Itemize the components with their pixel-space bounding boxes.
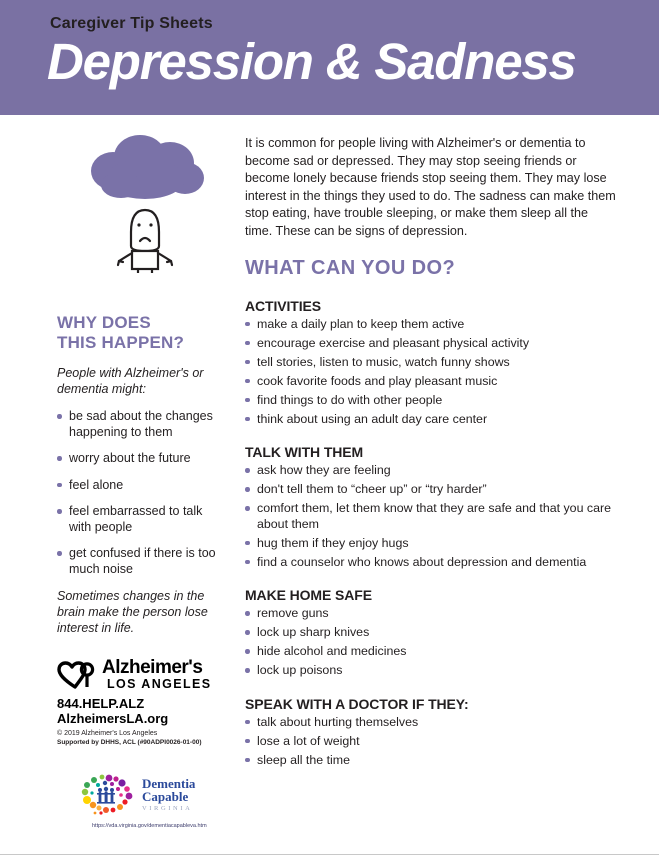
list-item: think about using an adult day care center — [245, 412, 625, 428]
list-item: lock up poisons — [245, 663, 625, 679]
list-item: feel embarrassed to talk with people — [57, 504, 227, 535]
sidebar-closing-text: Sometimes changes in the brain make the person lose interest in life. — [57, 589, 208, 635]
list-item: tell stories, listen to music, watch funny shows — [245, 355, 625, 371]
list-item: be sad about the changes happening to them — [57, 409, 227, 440]
alzheimers-website[interactable]: AlzheimersLA.org — [57, 711, 169, 726]
alzheimers-la-logo-block — [57, 658, 237, 747]
copyright-text: © 2019 Alzheimer's Los Angeles — [57, 730, 158, 737]
content-area — [0, 115, 659, 829]
alzheimers-phone: 844.HELP.ALZ — [57, 696, 145, 711]
list-item: talk about hurting themselves — [245, 715, 625, 731]
list-item: comfort them, let them know that they are safe and that you care about them — [245, 501, 625, 532]
dcv-logo-text — [142, 777, 195, 814]
section-title-activities: ACTIVITIES — [245, 297, 322, 314]
list-item: don't tell them to “cheer up” or “try harder” — [245, 482, 625, 498]
people-figures — [97, 787, 115, 804]
section-title-talk-with-them: TALK WITH THEM — [245, 444, 364, 461]
list-item: remove guns — [245, 606, 625, 622]
list-item: lose a lot of weight — [245, 734, 625, 750]
page-header — [0, 0, 659, 115]
illustration-svg — [45, 133, 245, 273]
sidebar-heading-line1: WHY DOES — [57, 313, 151, 332]
list-item: ask how they are feeling — [245, 463, 625, 479]
list-item: find a counselor who knows about depression and dementia — [245, 555, 625, 571]
alzheimers-logo-subtitle: LOS ANGELES — [107, 677, 212, 691]
sidebar-intro-text: People with Alzheimer's or dementia might: — [57, 366, 204, 396]
dcv-logo-row — [80, 773, 230, 817]
list-item: find things to do with other people — [245, 393, 625, 409]
sidebar-heading-line2: THIS HAPPEN? — [57, 333, 185, 352]
activities-list — [245, 317, 625, 428]
right-column — [245, 115, 659, 829]
sad-person-under-cloud-illustration — [45, 133, 245, 273]
list-item: get confused if there is too much noise — [57, 546, 227, 577]
list-item: make a daily plan to keep them active — [245, 317, 625, 333]
dcv-line3: VIRGINIA — [142, 804, 193, 812]
list-item: hide alcohol and medicines — [245, 644, 625, 660]
list-item: encourage exercise and pleasant physical activity — [245, 336, 625, 352]
dcv-line1: Dementia — [142, 775, 196, 791]
dotted-brain-icon — [80, 773, 138, 817]
cloud-icon — [91, 135, 204, 199]
speak-with-doctor-list — [245, 715, 625, 769]
support-text: Supported by DHHS, ACL (#90ADPI0026-01-00) — [57, 739, 202, 746]
list-item: cook favorite foods and play pleasant music — [245, 374, 625, 390]
section-title-speak-with-doctor: SPEAK WITH A DOCTOR IF THEY: — [245, 695, 469, 712]
list-item: hug them if they enjoy hugs — [245, 536, 625, 552]
alzheimers-heart-ribbon-icon — [57, 661, 97, 689]
section-title-make-home-safe: MAKE HOME SAFE — [245, 587, 372, 604]
alzheimers-logo-name: Alzheimer's — [102, 657, 203, 678]
make-home-safe-list — [245, 606, 625, 679]
dcv-line2: Capable — [142, 789, 189, 804]
list-item: lock up sharp knives — [245, 625, 625, 641]
dementia-capable-virginia-logo-block — [80, 773, 230, 829]
header-kicker: Caregiver Tip Sheets — [50, 15, 213, 32]
page-title: Depression & Sadness — [47, 33, 576, 90]
dcv-url[interactable]: https://vda.virginia.gov/dementiacapableva.htm — [92, 823, 207, 829]
left-column — [0, 115, 245, 829]
sidebar-bullet-list — [57, 409, 227, 577]
intro-paragraph: It is common for people living with Alzheimer's or dementia to become sad or depressed. They may stop seeing friends or become lonely because friends stop seeing them. They may lose interest in the things they used to do. The sadness can make them stop eating, have trouble sleeping, or make them sleep all the time. These can be signs of depression. — [245, 136, 616, 238]
main-heading: WHAT CAN YOU DO? — [245, 256, 456, 279]
talk-with-them-list — [245, 463, 625, 570]
list-item: worry about the future — [57, 451, 227, 467]
sidebar-heading — [57, 313, 245, 353]
list-item: feel alone — [57, 478, 227, 494]
sad-person-figure — [118, 210, 172, 273]
alzheimers-logo-text — [102, 658, 212, 691]
alzheimers-logo-row — [57, 658, 237, 691]
list-item: sleep all the time — [245, 753, 625, 769]
